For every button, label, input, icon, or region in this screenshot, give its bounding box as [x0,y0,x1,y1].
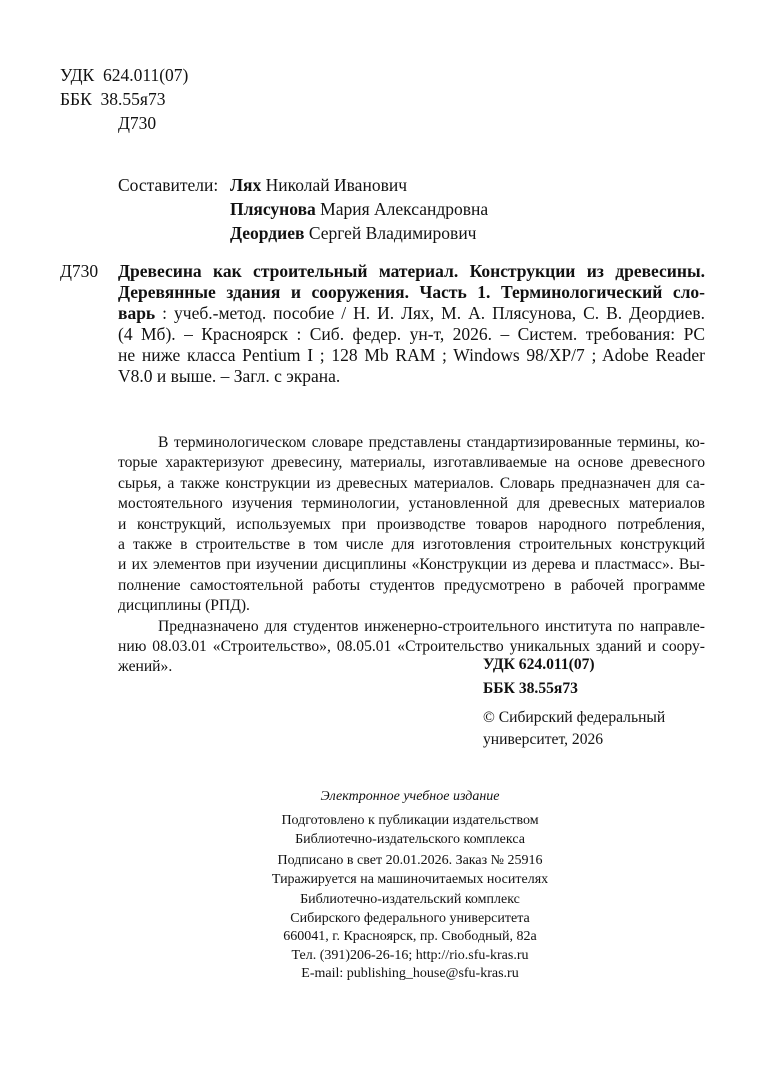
copyright-line: университет, 2026 [483,731,604,748]
abstract [118,433,705,678]
abstract-line: нию 08.03.01 «Строительство», 08.05.01 «Строительство уникальных зданий и соору- [118,638,705,656]
imprint-line: Библиотечно-издательский комплекс [300,892,520,907]
bbk-header [60,87,165,111]
bib-line [118,303,705,324]
udk-header [60,63,188,87]
bib-authors: : учеб.-метод. пособие / Н. И. Лях, М. А. Плясунова, С. В. Деордиев. [155,303,705,323]
bbk-label: ББК [60,89,92,109]
abstract-line: Предназначено для студентов инженерно-строительного института по направле- [158,617,705,635]
imprint-line: Тел. (391)206-26-16; http://rio.sfu-kras.ru [291,947,529,963]
imprint-line: 660041, г. Красноярск, пр. Свободный, 82а [283,929,537,944]
signed-block [240,852,580,889]
bib-title-line: Древесина как строительный материал. Конструкции из древесины. [118,261,705,281]
bbk-value: 38.55я73 [100,89,166,109]
compiler-surname: Деордиев [230,223,305,243]
abstract-line: жений». [118,658,173,676]
compiler-surname: Лях [230,175,262,195]
compiler-name: Николай Иванович [265,175,407,195]
imprint-line: Библиотечно-издательского комплекса [295,831,525,847]
bib-title-line: Деревянные здания и сооружения. Часть 1. Терминологический сло- [118,282,705,302]
bib-title-end: варь [118,303,156,323]
bibliographic-record [118,261,705,387]
publisher-block [240,891,580,984]
abstract-line: и их элементов при изучении дисциплины «Конструкции из дерева и пластмасс». Вы- [118,556,705,574]
udk-value: 624.011(07) [102,65,189,85]
abstract-line: сырья, а также конструкции из древесных материалов. Словарь предназначен для са- [118,474,705,492]
compiler-3 [230,221,476,245]
imprint-line: Тиражируется на машиночитаемых носителях [271,871,549,887]
copyright-line: © Сибирский федеральный [483,709,666,726]
bib-line: V8.0 и выше. – Загл. с экрана. [118,366,341,386]
abstract-line: мостоятельного изучения терминологии, установленной для древесных материалов [118,495,705,513]
abstract-line: полнение самостоятельной работы студентов предусмотрено в рабочей программе [118,576,705,594]
udk-bottom: УДК 624.011(07) [483,656,595,673]
author-sign: Д730 [118,113,157,133]
udk-label: УДК [60,65,95,85]
prepared-block [240,812,580,849]
compiler-2 [230,197,488,221]
compiler-1 [230,173,407,197]
imprint-line: Сибирского федерального университета [290,910,530,926]
compilers-label: Составители: [118,175,219,195]
imprint-line: E-mail: publishing_house@sfu-kras.ru [301,966,519,981]
imprint-line: Подготовлено к публикации издательством [281,813,539,828]
compiler-name: Сергей Владимирович [308,223,477,243]
abstract-line: торые характеризуют древесину, материалы, изготавливаемые на основе древесного [118,454,705,472]
bib-line: (4 Мб). – Красноярск : Сиб. федер. ун-т, 2026. – Систем. требования: PC [118,324,705,344]
abstract-line: В терминологическом словаре представлены стандартизированные термины, ко- [158,434,705,451]
bbk-bottom: ББК 38.55я73 [483,680,578,697]
edition-type: Электронное учебное издание [320,789,500,804]
abstract-line: дисциплины (РПД). [118,597,250,615]
bib-line: не ниже класса Pentium I ; 128 Mb RAM ; Windows 98/XP/7 ; Adobe Reader [118,345,705,365]
compiler-name: Мария Александровна [320,199,489,219]
compiler-surname: Плясунова [230,199,316,219]
abstract-line: а также в строительстве в том числе для изготовления строительных конструкций [118,536,705,554]
abstract-line: и конструкций, используемых при производстве товаров народного потребления, [118,515,705,533]
bib-code: Д730 [60,261,99,281]
imprint-line: Подписано в свет 20.01.2026. Заказ № 25916 [277,853,543,868]
